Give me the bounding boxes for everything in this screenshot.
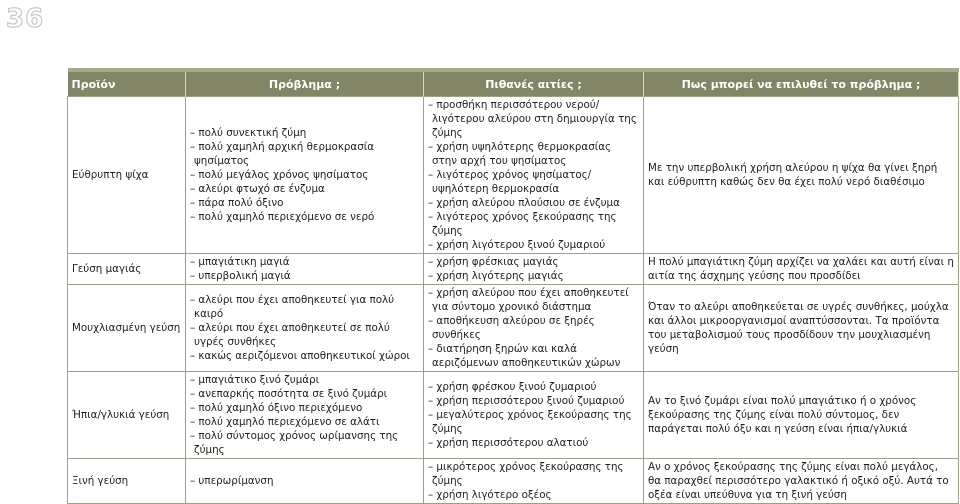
- cause-item: – χρήση λιγότερης μαγιάς: [428, 269, 639, 283]
- cause-item: – αποθήκευση αλεύρου σε ξηρές συνθήκες: [428, 314, 639, 342]
- cause-item: – λιγότερος χρόνος ξεκούρασης της ζύμης: [428, 210, 639, 238]
- cause-item: – χρήση λιγότερο οξέος: [428, 488, 639, 502]
- table-row: [68, 372, 959, 459]
- problems-list: [190, 373, 419, 457]
- problem-item: – πολύ μεγάλος χρόνος ψησίματος: [190, 168, 419, 182]
- problem-item: – μπαγιάτικο ξινό ζυμάρι: [190, 373, 419, 387]
- problem-item: – πολύ συνεκτική ζύμη: [190, 126, 419, 140]
- problem-item: – αλεύρι που έχει αποθηκευτεί σε πολύ υγρές συνθήκες: [190, 321, 419, 349]
- problems-list: [190, 474, 419, 488]
- problem-item: – κακώς αεριζόμενοι αποθηκευτικοί χώροι: [190, 349, 419, 363]
- cause-item: – χρήση περισσότερου ξινού ζυμαριού: [428, 394, 639, 408]
- solution-cell: Αν ο χρόνος ξεκούρασης της ζύμης είναι πολύ μεγάλος, θα παραχθεί περισσότερο γαλακτικό ή οξικό οξύ. Αυτά το οξέα είναι υπεύθυνα για τη ξινή γεύση: [644, 459, 959, 504]
- header-causes: Πιθανές αιτίες ;: [424, 70, 644, 97]
- table-header-row: [68, 70, 959, 97]
- problems-list: [190, 126, 419, 224]
- cause-item: – χρήση αλεύρου που έχει αποθηκευτεί για σύντομο χρονικό διάστημα: [428, 286, 639, 314]
- causes-cell: [424, 97, 644, 254]
- problem-item: – ανεπαρκής ποσότητα σε ξινό ζυμάρι: [190, 387, 419, 401]
- cause-item: – χρήση υψηλότερης θερμοκρασίας στην αρχή του ψησίματος: [428, 140, 639, 168]
- table-row: [68, 285, 959, 372]
- cause-item: – χρήση λιγότερου ξινού ζυμαριού: [428, 238, 639, 252]
- product-cell: Ήπια/γλυκιά γεύση: [68, 372, 186, 459]
- product-cell: Εύθρυπτη ψίχα: [68, 97, 186, 254]
- problems-cell: [186, 285, 424, 372]
- problem-item: – πολύ χαμηλό όξινο περιεχόμενο: [190, 401, 419, 415]
- troubleshooting-table: [67, 68, 959, 504]
- causes-list: [428, 255, 639, 283]
- problems-list: [190, 293, 419, 363]
- cause-item: – λιγότερος χρόνος ψησίματος/υψηλότερη θερμοκρασία: [428, 168, 639, 196]
- causes-list: [428, 460, 639, 502]
- problem-item: – μπαγιάτικη μαγιά: [190, 255, 419, 269]
- problem-item: – αλεύρι που έχει αποθηκευτεί για πολύ καιρό: [190, 293, 419, 321]
- cause-item: – μικρότερος χρόνος ξεκούρασης της ζύμης: [428, 460, 639, 488]
- table-row: [68, 254, 959, 285]
- problems-cell: [186, 459, 424, 504]
- product-cell: Γεύση μαγιάς: [68, 254, 186, 285]
- problems-cell: [186, 254, 424, 285]
- product-cell: Ξινή γεύση: [68, 459, 186, 504]
- causes-list: [428, 380, 639, 450]
- problem-item: – αλεύρι φτωχό σε ένζυμα: [190, 182, 419, 196]
- causes-cell: [424, 285, 644, 372]
- header-product: Προϊόν: [68, 70, 186, 97]
- cause-item: – μεγαλύτερος χρόνος ξεκούρασης της ζύμης: [428, 408, 639, 436]
- solution-cell: Όταν το αλεύρι αποθηκεύεται σε υγρές συνθήκες, μούχλα και άλλοι μικροοργανισμοί αναπτύσσονται. Τα προϊόντα του μεταβολισμού τους προσδίδουν την μουχλιασμένη γεύση: [644, 285, 959, 372]
- header-solution: Πως μπορεί να επιλυθεί το πρόβλημα ;: [644, 70, 959, 97]
- table-row: [68, 459, 959, 504]
- table-row: [68, 97, 959, 254]
- causes-cell: [424, 372, 644, 459]
- solution-cell: Με την υπερβολική χρήση αλεύρου η ψίχα θα γίνει ξηρή και εύθρυπτη καθώς δεν θα έχει πολύ νερό διαθέσιμο: [644, 97, 959, 254]
- page-number: 36: [6, 4, 45, 34]
- causes-list: [428, 98, 639, 252]
- product-cell: Μουχλιασμένη γεύση: [68, 285, 186, 372]
- cause-item: – χρήση φρέσκιας μαγιάς: [428, 255, 639, 269]
- problems-cell: [186, 372, 424, 459]
- problem-item: – πάρα πολύ όξινο: [190, 196, 419, 210]
- causes-cell: [424, 459, 644, 504]
- solution-cell: Αν το ξινό ζυμάρι είναι πολύ μπαγιάτικο ή ο χρόνος ξεκούρασης της ζύμης είναι πολύ σύντομος, δεν παράγεται πολύ όξυ και η γεύση είναι ήπια/γλυκιά: [644, 372, 959, 459]
- problems-list: [190, 255, 419, 283]
- problem-item: – πολύ χαμηλό περιεχόμενο σε αλάτι: [190, 415, 419, 429]
- header-problem: Πρόβλημα ;: [186, 70, 424, 97]
- problem-item: – πολύ χαμηλή αρχική θερμοκρασία ψησίματος: [190, 140, 419, 168]
- problem-item: – πολύ σύντομος χρόνος ωρίμανσης της ζύμης: [190, 429, 419, 457]
- solution-cell: Η πολύ μπαγιάτικη ζύμη αρχίζει να χαλάει και αυτή είναι η αιτία της άσχημης γεύσης που προσδίδει: [644, 254, 959, 285]
- problems-cell: [186, 97, 424, 254]
- cause-item: – χρήση φρέσκου ξινού ζυμαριού: [428, 380, 639, 394]
- causes-list: [428, 286, 639, 370]
- cause-item: – προσθήκη περισσότερου νερού/λιγότερου αλεύρου στη δημιουργία της ζύμης: [428, 98, 639, 140]
- cause-item: – χρήση αλεύρου πλούσιου σε ένζυμα: [428, 196, 639, 210]
- cause-item: – χρήση περισσότερου αλατιού: [428, 436, 639, 450]
- causes-cell: [424, 254, 644, 285]
- problem-item: – υπερωρίμανση: [190, 474, 419, 488]
- problem-item: – πολύ χαμηλό περιεχόμενο σε νερό: [190, 210, 419, 224]
- problem-item: – υπερβολική μαγιά: [190, 269, 419, 283]
- cause-item: – διατήρηση ξηρών και καλά αεριζόμενων αποθηκευτικών χώρων: [428, 342, 639, 370]
